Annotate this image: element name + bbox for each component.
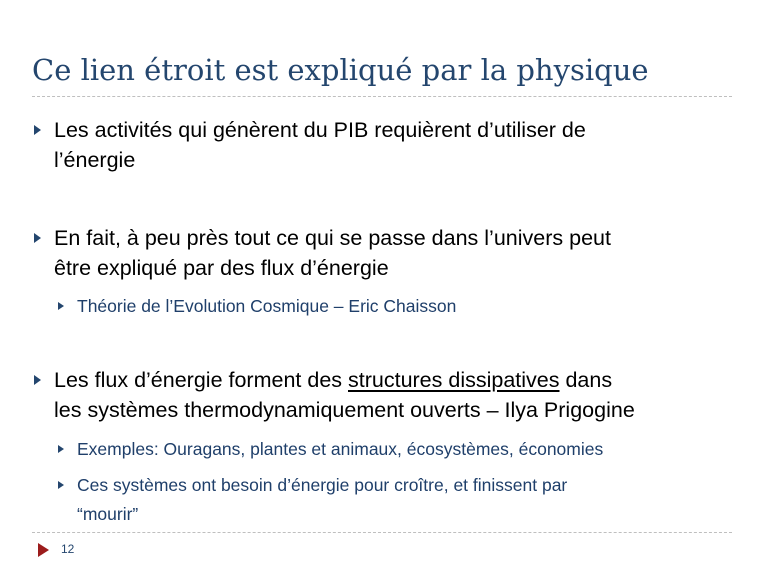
bullet-3 (54, 365, 744, 425)
bullet-arrow-icon (34, 125, 41, 135)
bullet-3-sub-1: Exemples: Ouragans, plantes et animaux, écosystèmes, économies (77, 439, 604, 459)
footer-arrow-icon (38, 543, 49, 557)
bullet-1-line-1: Les activités qui génèrent du PIB requièrent d’utiliser de (54, 118, 586, 142)
bullet-1 (54, 115, 744, 175)
bullet-3-text-after: dans (559, 368, 613, 392)
bullet-arrow-icon (34, 233, 41, 243)
underlined-term: structures dissipatives (348, 368, 560, 392)
sub-bullet-arrow-icon (58, 481, 64, 489)
bullet-2-line-1: En fait, à peu près tout ce qui se passe dans l’univers peut (54, 226, 611, 250)
bullet-1-line-2: l’énergie (54, 148, 136, 172)
slide-title: Ce lien étroit est expliqué par la physique (32, 53, 649, 87)
bullet-3-sub-2-line-1: Ces systèmes ont besoin d’énergie pour croître, et finissent par (77, 475, 568, 495)
bullet-2-line-2: être expliqué par des flux d’énergie (54, 256, 389, 280)
bullet-3-sub-2-line-2: “mourir” (77, 504, 139, 524)
bullet-3-line-2: les systèmes thermodynamiquement ouverts – Ilya Prigogine (54, 398, 635, 422)
bullet-2-sub-1: Théorie de l’Evolution Cosmique – Eric Chaisson (77, 296, 457, 316)
bullet-arrow-icon (34, 375, 41, 385)
sub-bullet-arrow-icon (58, 445, 64, 453)
footer-divider (32, 532, 732, 533)
bullet-3-sub-2 (77, 471, 737, 529)
sub-bullet-arrow-icon (58, 302, 64, 310)
bullet-2 (54, 223, 744, 283)
bullet-3-text-before: Les flux d’énergie forment des (54, 368, 348, 392)
bullet-3-line-1 (54, 365, 744, 395)
page-number: 12 (61, 542, 75, 556)
